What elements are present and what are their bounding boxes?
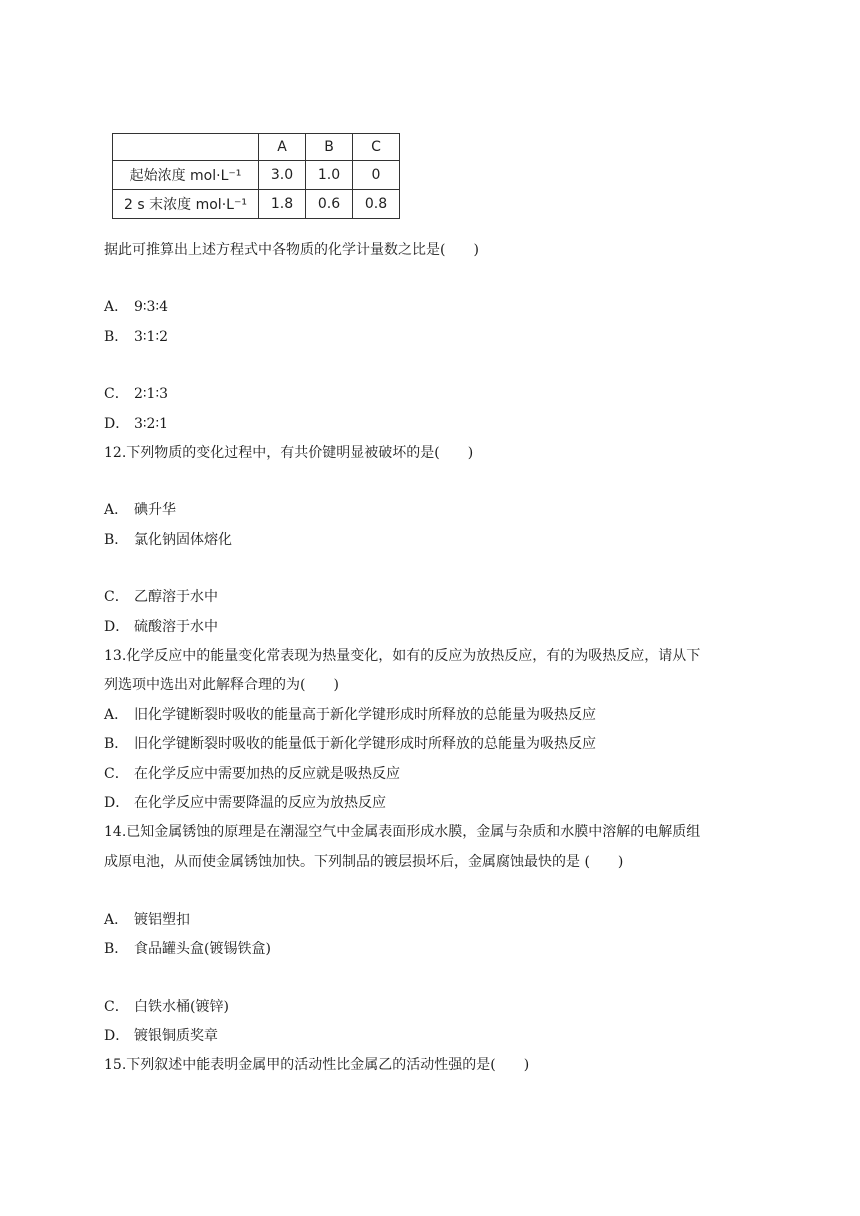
question-15-stem: 15.下列叙述中能表明金属甲的活动性比金属乙的活动性强的是( ) <box>104 1057 530 1073</box>
option-d <box>104 414 168 434</box>
option-label: B． <box>104 329 129 345</box>
option-c <box>104 764 400 784</box>
table-row <box>113 161 400 190</box>
option-label: D． <box>104 795 130 811</box>
option-a <box>104 705 596 725</box>
table-corner-cell <box>113 134 259 161</box>
option-label: C． <box>104 589 129 605</box>
option-text: 3∶1∶2 <box>134 329 169 345</box>
option-text: 3∶2∶1 <box>134 416 169 432</box>
table-row <box>113 190 400 219</box>
option-text: 食品罐头盒(镀锡铁盒) <box>134 941 271 957</box>
option-label: D． <box>104 416 130 432</box>
option-text: 9∶3∶4 <box>134 299 169 315</box>
option-d <box>104 793 386 813</box>
table-header-cell: B <box>306 134 353 161</box>
option-label: D． <box>104 619 130 635</box>
option-c <box>104 384 168 404</box>
option-label: B． <box>104 941 129 957</box>
option-text: 硫酸溶于水中 <box>134 619 218 635</box>
option-text: 在化学反应中需要降温的反应为放热反应 <box>134 795 386 811</box>
row-label: 起始浓度 mol·L⁻¹ <box>113 161 259 190</box>
table-header-row <box>113 134 400 161</box>
option-text: 镀铝塑扣 <box>134 912 190 928</box>
table-header-cell: A <box>259 134 306 161</box>
option-b <box>104 530 232 550</box>
option-text: 氯化钠固体熔化 <box>134 532 232 548</box>
option-label: C． <box>104 386 129 402</box>
option-a <box>104 910 190 930</box>
option-label: A． <box>104 912 129 928</box>
option-label: D． <box>104 1028 130 1044</box>
option-text: 碘升华 <box>134 502 176 518</box>
option-c <box>104 587 218 607</box>
option-label: A． <box>104 502 129 518</box>
question-13-stem-line1: 13.化学反应中的能量变化常表现为热量变化，如有的反应为放热反应，有的为吸热反应，请从下 <box>104 648 701 664</box>
question-14-stem-line2: 成原电池，从而使金属锈蚀加快。下列制品的镀层损坏后，金属腐蚀最快的是 ( ) <box>104 854 624 870</box>
option-label: C． <box>104 766 129 782</box>
option-label: A． <box>104 707 129 723</box>
option-a <box>104 297 168 317</box>
option-label: B． <box>104 532 129 548</box>
option-text: 旧化学键断裂时吸收的能量低于新化学键形成时所释放的总能量为吸热反应 <box>134 736 596 752</box>
table-cell: 0.6 <box>306 190 353 219</box>
concentration-table <box>112 133 400 219</box>
table-cell: 0.8 <box>353 190 400 219</box>
option-text: 镀银铜质奖章 <box>134 1028 218 1044</box>
option-label: A． <box>104 299 129 315</box>
option-a <box>104 500 176 520</box>
option-d <box>104 1026 218 1046</box>
option-label: B． <box>104 736 129 752</box>
row-label: 2 s 末浓度 mol·L⁻¹ <box>113 190 259 219</box>
option-b <box>104 939 271 959</box>
option-b <box>104 734 596 754</box>
table-cell: 3.0 <box>259 161 306 190</box>
question-14-stem-line1: 14.已知金属锈蚀的原理是在潮湿空气中金属表面形成水膜，金属与杂质和水膜中溶解的电解质组 <box>104 824 701 840</box>
question-11-stem: 据此可推算出上述方程式中各物质的化学计量数之比是( ) <box>104 242 479 258</box>
question-13-stem-line2: 列选项中选出对此解释合理的为( ) <box>104 677 339 693</box>
table-cell: 1.0 <box>306 161 353 190</box>
question-12-stem: 12.下列物质的变化过程中，有共价键明显被破坏的是( ) <box>104 445 474 461</box>
option-text: 乙醇溶于水中 <box>134 589 218 605</box>
option-text: 白铁水桶(镀锌) <box>134 999 229 1015</box>
table-header-cell: C <box>353 134 400 161</box>
option-text: 旧化学键断裂时吸收的能量高于新化学键形成时所释放的总能量为吸热反应 <box>134 707 596 723</box>
option-text: 在化学反应中需要加热的反应就是吸热反应 <box>134 766 400 782</box>
table-cell: 0 <box>353 161 400 190</box>
option-text: 2∶1∶3 <box>134 386 169 402</box>
option-b <box>104 327 168 347</box>
option-label: C． <box>104 999 129 1015</box>
option-c <box>104 997 229 1017</box>
table-cell: 1.8 <box>259 190 306 219</box>
option-d <box>104 617 218 637</box>
